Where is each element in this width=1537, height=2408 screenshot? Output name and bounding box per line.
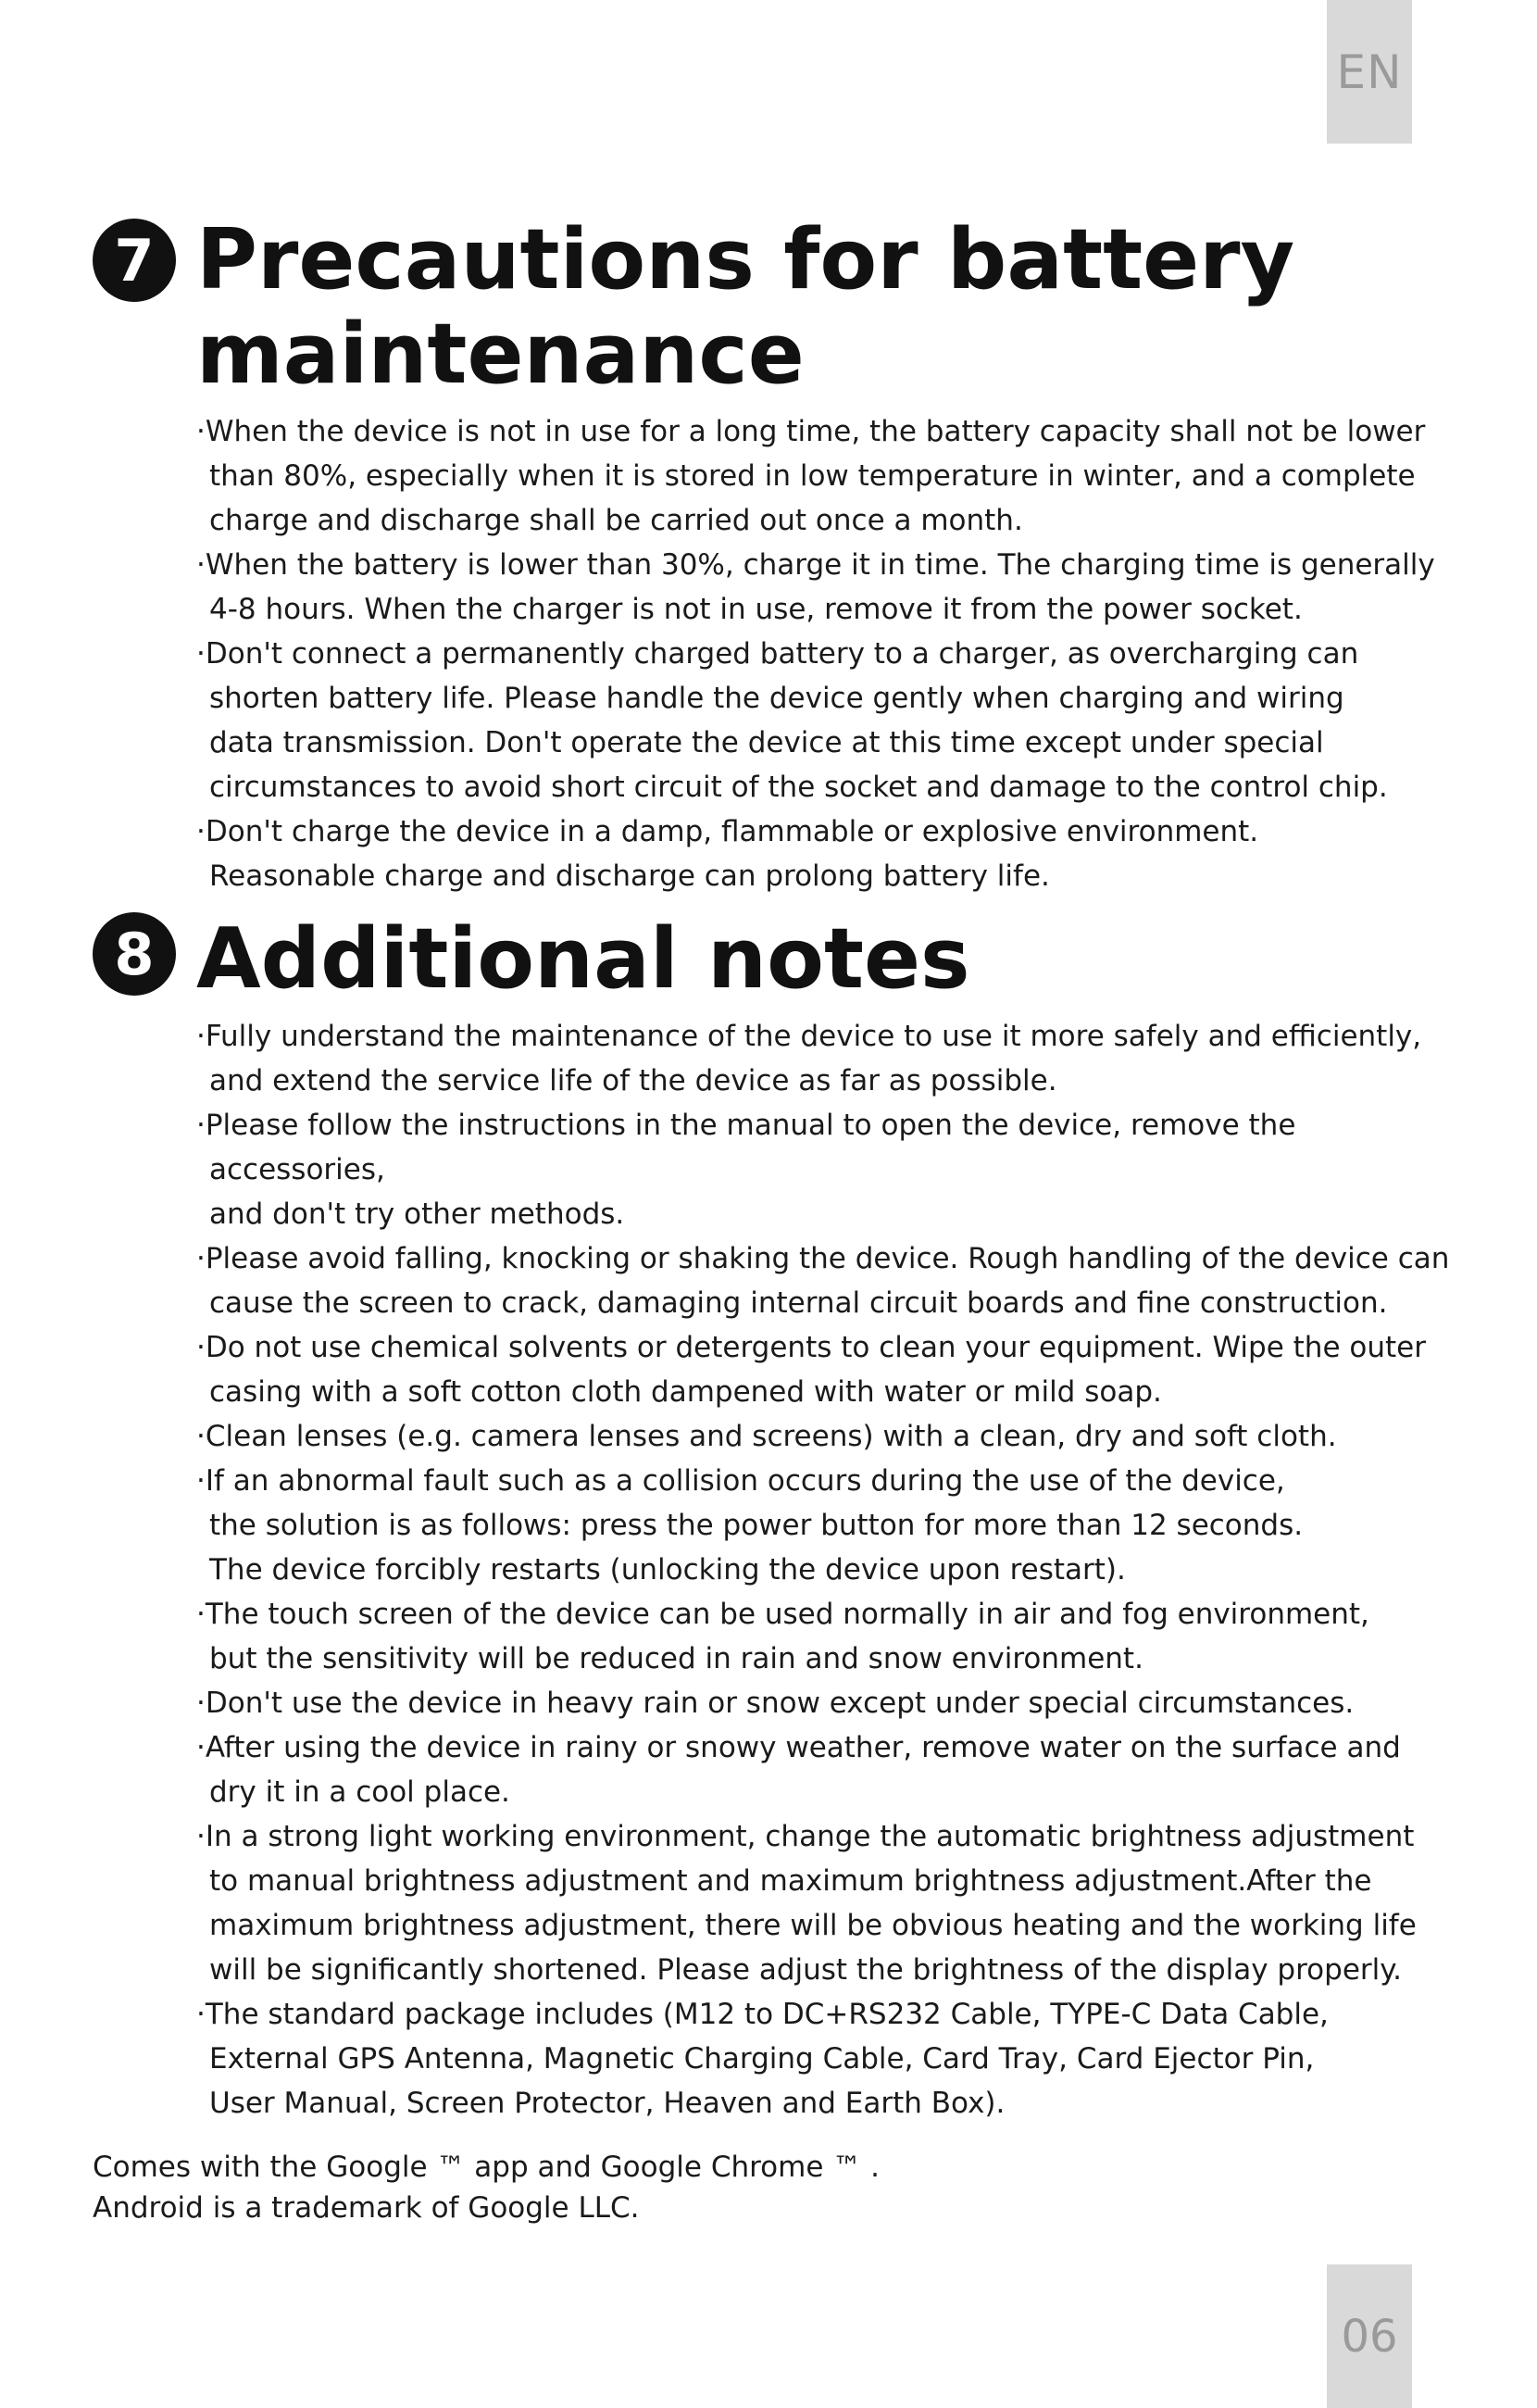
bullet-list (196, 409, 1463, 898)
bullet-item: · Please follow the instructions in the manual to open the device, remove the accessories, and don't try other methods. (196, 1103, 1463, 1236)
bullet-item: · When the device is not in use for a long time, the battery capacity shall not be lower than 80%, especially when it is stored in low temperature in winter, and a complete charge and discharge shall be carried out once a month. (196, 409, 1463, 543)
bullet-item: · After using the device in rainy or snowy weather, remove water on the surface and dry it in a cool place. (196, 1725, 1463, 1814)
footer-line: Android is a trademark of Google LLC. (93, 2191, 640, 2225)
section-additional-notes (93, 912, 1463, 2126)
section-title-line2: maintenance (196, 306, 805, 403)
section-battery-maintenance (93, 213, 1463, 898)
trademark-footer (93, 2147, 1204, 2228)
section-title (196, 213, 1463, 402)
section-title (196, 912, 1463, 1007)
bullet-item: · In a strong light working environment, change the automatic brightness adjustment to manual brightness adjustment and maximum brightness adjustment.After the maximum brightness adjustment, there will be obvious heating and the working life will be significantly shortened. Please adjust the brightness of the display properly. (196, 1814, 1463, 1992)
page-number: 06 (1327, 2264, 1412, 2408)
bullet-item: · Don't use the device in heavy rain or snow except under special circumstances. (196, 1681, 1463, 1725)
bullet-list (196, 1014, 1463, 2126)
bullet-item: · The standard package includes (M12 to DC+RS232 Cable, TYPE-C Data Cable, External GPS Antenna, Magnetic Charging Cable, Card Tray, Card Ejector Pin, User Manual, Screen Protector, Heaven and Earth Box). (196, 1992, 1463, 2126)
language-tab: EN (1327, 0, 1412, 144)
bullet-item: · If an abnormal fault such as a collision occurs during the use of the device, the solution is as follows: press the power button for more than 12 seconds. The device forcibly restarts (unlocking the device upon restart). (196, 1459, 1463, 1592)
section-title-line1: Additional notes (196, 910, 970, 1008)
section-header (93, 213, 1463, 402)
bullet-item: · Don't connect a permanently charged battery to a charger, as overcharging can shorten battery life. Please handle the device gently when charging and wiring data transmission. Don't operate the device at this time except under special circumstances to avoid short circuit of the socket and damage to the control chip. (196, 632, 1463, 809)
bullet-item: · Fully understand the maintenance of the device to use it more safely and efficiently, and extend the service life of the device as far as possible. (196, 1014, 1463, 1103)
section-header (93, 912, 1463, 1007)
section-number-badge: 7 (93, 219, 176, 302)
bullet-item: · Don't charge the device in a damp, flammable or explosive environment. Reasonable charge and discharge can prolong battery life. (196, 809, 1463, 898)
section-number-badge: 8 (93, 912, 176, 996)
bullet-item: · Please avoid falling, knocking or shaking the device. Rough handling of the device can cause the screen to crack, damaging internal circuit boards and fine construction. (196, 1236, 1463, 1325)
bullet-item: · The touch screen of the device can be used normally in air and fog environment, but the sensitivity will be reduced in rain and snow environment. (196, 1592, 1463, 1681)
bullet-item: · Do not use chemical solvents or detergents to clean your equipment. Wipe the outer casing with a soft cotton cloth dampened with water or mild soap. (196, 1325, 1463, 1414)
footer-line: Comes with the Google ™ app and Google Chrome ™ . (93, 2151, 880, 2184)
bullet-item: · When the battery is lower than 30%, charge it in time. The charging time is generally 4-8 hours. When the charger is not in use, remove it from the power socket. (196, 543, 1463, 632)
bullet-item: · Clean lenses (e.g. camera lenses and screens) with a clean, dry and soft cloth. (196, 1414, 1463, 1459)
section-title-line1: Precautions for battery (196, 211, 1295, 308)
